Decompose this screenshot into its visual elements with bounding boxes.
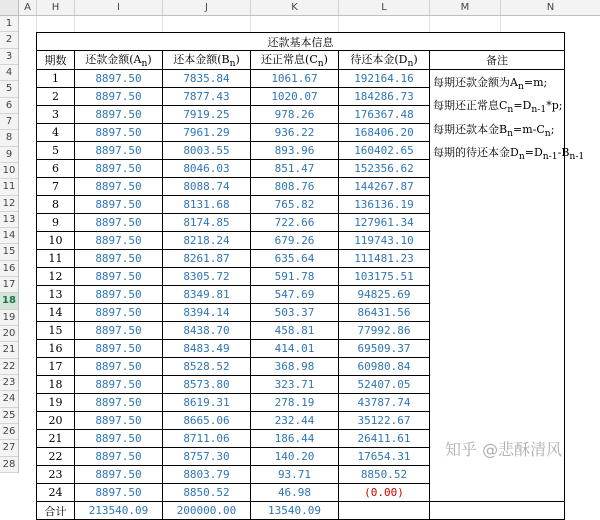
remaining-cell[interactable]: (0.00) — [339, 484, 430, 502]
remaining-cell[interactable]: 160402.65 — [339, 142, 430, 160]
interest-cell[interactable]: 278.19 — [251, 394, 339, 412]
principal-cell[interactable]: 8261.87 — [163, 250, 251, 268]
repay-cell[interactable]: 8897.50 — [75, 142, 163, 160]
row-header[interactable]: 19 — [0, 310, 18, 326]
note-line — [433, 143, 585, 166]
period-cell[interactable]: 20 — [37, 412, 75, 430]
period-cell[interactable]: 15 — [37, 322, 75, 340]
interest-cell[interactable]: 186.44 — [251, 430, 339, 448]
period-cell[interactable]: 5 — [37, 142, 75, 160]
column-header-a[interactable]: A — [19, 0, 37, 15]
principal-cell[interactable]: 8803.79 — [163, 466, 251, 484]
row-header[interactable]: 7 — [0, 114, 18, 130]
period-cell[interactable]: 7 — [37, 178, 75, 196]
column-header-bar — [0, 0, 600, 16]
period-cell[interactable]: 3 — [37, 106, 75, 124]
row-header[interactable]: 25 — [0, 408, 18, 424]
repay-cell[interactable]: 8897.50 — [75, 322, 163, 340]
column-header-i[interactable]: I — [75, 0, 163, 15]
repay-cell[interactable]: 8897.50 — [75, 214, 163, 232]
row-header[interactable]: 27 — [0, 440, 18, 456]
note-subscript: n — [507, 127, 513, 139]
principal-cell[interactable]: 8438.70 — [163, 322, 251, 340]
header-principal-amount[interactable]: 还本金额$(B_n)$ — [163, 51, 251, 70]
interest-cell[interactable]: 808.76 — [251, 178, 339, 196]
table-row — [37, 70, 565, 88]
interest-cell[interactable]: 93.71 — [251, 466, 339, 484]
note-text: 每期还款金额为A — [433, 76, 518, 90]
select-all-corner[interactable] — [0, 0, 19, 15]
header-period[interactable]: 期数 — [37, 51, 75, 70]
note-subscript: n-1 — [531, 104, 547, 116]
principal-cell[interactable]: 8757.30 — [163, 448, 251, 466]
interest-cell[interactable]: 635.64 — [251, 250, 339, 268]
principal-cell[interactable]: 8131.68 — [163, 196, 251, 214]
principal-cell[interactable]: 8088.74 — [163, 178, 251, 196]
interest-cell[interactable]: 46.98 — [251, 484, 339, 502]
column-header-j[interactable]: J — [163, 0, 251, 15]
period-cell[interactable]: 2 — [37, 88, 75, 106]
note-line — [433, 96, 561, 119]
row-header[interactable]: 10 — [0, 163, 18, 179]
interest-cell[interactable]: 893.96 — [251, 142, 339, 160]
row-header-bar — [0, 16, 19, 473]
row-header[interactable]: 26 — [0, 424, 18, 440]
principal-cell[interactable]: 8003.55 — [163, 142, 251, 160]
note-subscript: n — [518, 150, 525, 162]
note-text: =D — [524, 145, 543, 159]
total-notes-cell[interactable] — [430, 502, 565, 520]
remaining-cell[interactable]: 184286.73 — [339, 88, 430, 106]
remaining-cell[interactable]: 43787.74 — [339, 394, 430, 412]
interest-cell[interactable]: 936.22 — [251, 124, 339, 142]
repay-cell[interactable]: 8897.50 — [75, 250, 163, 268]
repay-cell[interactable]: 8897.50 — [75, 88, 163, 106]
repay-cell[interactable]: 8897.50 — [75, 268, 163, 286]
interest-cell[interactable]: 722.66 — [251, 214, 339, 232]
total-principal[interactable]: 200000.00 — [163, 502, 251, 520]
interest-cell[interactable]: 232.44 — [251, 412, 339, 430]
remaining-cell[interactable]: 86431.56 — [339, 304, 430, 322]
remaining-cell[interactable]: 192164.16 — [339, 70, 430, 88]
principal-cell[interactable]: 7919.25 — [163, 106, 251, 124]
period-cell[interactable]: 21 — [37, 430, 75, 448]
remaining-cell[interactable]: 8850.52 — [339, 466, 430, 484]
period-cell[interactable]: 17 — [37, 358, 75, 376]
column-header-h[interactable]: H — [37, 0, 75, 15]
remaining-cell[interactable]: 176367.48 — [339, 106, 430, 124]
period-cell[interactable]: 19 — [37, 394, 75, 412]
remaining-cell[interactable]: 60980.84 — [339, 358, 430, 376]
remaining-cell[interactable]: 94825.69 — [339, 286, 430, 304]
interest-cell[interactable]: 1061.67 — [251, 70, 339, 88]
total-interest[interactable]: 13540.09 — [251, 502, 339, 520]
remaining-cell[interactable]: 119743.10 — [339, 232, 430, 250]
note-text: 每期的待还本金D — [433, 145, 519, 159]
principal-cell[interactable]: 7835.84 — [163, 70, 251, 88]
row-header[interactable]: 23 — [0, 375, 18, 391]
header-interest[interactable]: 还正常息$(C_n)$ — [251, 51, 339, 70]
repay-cell[interactable]: 8897.50 — [75, 70, 163, 88]
remaining-cell[interactable]: 77992.86 — [339, 322, 430, 340]
period-cell[interactable]: 14 — [37, 304, 75, 322]
period-cell[interactable]: 16 — [37, 340, 75, 358]
period-cell[interactable]: 22 — [37, 448, 75, 466]
repay-cell[interactable]: 8897.50 — [75, 412, 163, 430]
note-line — [433, 73, 561, 96]
period-cell[interactable]: 12 — [37, 268, 75, 286]
remaining-cell[interactable]: 111481.23 — [339, 250, 430, 268]
row-header[interactable]: 15 — [0, 244, 18, 260]
interest-cell[interactable]: 503.37 — [251, 304, 339, 322]
row-header[interactable]: 4 — [0, 65, 18, 81]
remaining-cell[interactable]: 152356.62 — [339, 160, 430, 178]
note-text: -B — [557, 145, 570, 159]
note-text: 每期还款本金B — [433, 122, 508, 136]
principal-cell[interactable]: 8349.81 — [163, 286, 251, 304]
repay-cell[interactable]: 8897.50 — [75, 196, 163, 214]
repay-cell[interactable]: 8897.50 — [75, 358, 163, 376]
remaining-cell[interactable]: 26411.61 — [339, 430, 430, 448]
interest-cell[interactable]: 1020.07 — [251, 88, 339, 106]
interest-cell[interactable]: 368.98 — [251, 358, 339, 376]
remaining-cell[interactable]: 52407.05 — [339, 376, 430, 394]
remaining-cell[interactable]: 168406.20 — [339, 124, 430, 142]
row-header[interactable]: 12 — [0, 196, 18, 212]
repay-cell[interactable]: 8897.50 — [75, 340, 163, 358]
row-header[interactable]: 28 — [0, 457, 18, 473]
row-header[interactable]: 18 — [0, 293, 18, 309]
principal-cell[interactable]: 8394.14 — [163, 304, 251, 322]
column-header-m[interactable]: M — [430, 0, 501, 15]
principal-cell[interactable]: 8573.80 — [163, 376, 251, 394]
repay-cell[interactable]: 8897.50 — [75, 124, 163, 142]
period-cell[interactable]: 9 — [37, 214, 75, 232]
row-header[interactable]: 8 — [0, 130, 18, 146]
row-header[interactable]: 1 — [0, 16, 18, 32]
row-header[interactable]: 20 — [0, 326, 18, 342]
principal-cell[interactable]: 7961.29 — [163, 124, 251, 142]
note-subscript: n-1 — [569, 150, 585, 162]
interest-cell[interactable]: 140.20 — [251, 448, 339, 466]
note-text: 每期还正常息C — [433, 99, 508, 113]
row-header[interactable]: 9 — [0, 147, 18, 163]
header-repay-amount[interactable]: 还款金额$(A_n)$ — [75, 51, 163, 70]
principal-cell[interactable]: 8528.52 — [163, 358, 251, 376]
principal-cell[interactable]: 8619.31 — [163, 394, 251, 412]
row-header[interactable]: 21 — [0, 342, 18, 358]
table-title[interactable]: 还款基本信息 — [37, 33, 565, 51]
remaining-cell[interactable]: 103175.51 — [339, 268, 430, 286]
remaining-cell[interactable]: 136136.19 — [339, 196, 430, 214]
remaining-cell[interactable]: 69509.37 — [339, 340, 430, 358]
note-text: ; — [550, 122, 555, 136]
period-cell[interactable]: 24 — [37, 484, 75, 502]
repay-cell[interactable]: 8897.50 — [75, 376, 163, 394]
header-notes[interactable]: 备注 — [430, 51, 565, 70]
note-text: *p; — [546, 99, 563, 113]
row-header[interactable]: 5 — [0, 81, 18, 97]
period-cell[interactable]: 23 — [37, 466, 75, 484]
column-header-n[interactable]: N — [546, 2, 555, 13]
row-header[interactable]: 2 — [0, 32, 18, 48]
interest-cell[interactable]: 458.81 — [251, 322, 339, 340]
interest-cell[interactable]: 591.78 — [251, 268, 339, 286]
header-remaining-principal[interactable]: 待还本金$(D_n)$ — [339, 51, 430, 70]
repay-cell[interactable]: 8897.50 — [75, 430, 163, 448]
interest-cell[interactable]: 323.71 — [251, 376, 339, 394]
principal-cell[interactable]: 7877.43 — [163, 88, 251, 106]
repay-cell[interactable]: 8897.50 — [75, 484, 163, 502]
column-header-l[interactable]: L — [339, 0, 430, 15]
interest-cell[interactable]: 765.82 — [251, 196, 339, 214]
repay-cell[interactable]: 8897.50 — [75, 304, 163, 322]
principal-cell[interactable]: 8711.06 — [163, 430, 251, 448]
repay-cell[interactable]: 8897.50 — [75, 448, 163, 466]
period-cell[interactable]: 10 — [37, 232, 75, 250]
note-text: =m-C — [513, 122, 545, 136]
principal-cell[interactable]: 8850.52 — [163, 484, 251, 502]
remaining-cell[interactable]: 144267.87 — [339, 178, 430, 196]
row-header[interactable]: 22 — [0, 359, 18, 375]
row-header[interactable]: 13 — [0, 212, 18, 228]
period-cell[interactable]: 4 — [37, 124, 75, 142]
repay-cell[interactable]: 8897.50 — [75, 106, 163, 124]
repay-cell[interactable]: 8897.50 — [75, 160, 163, 178]
period-cell[interactable]: 11 — [37, 250, 75, 268]
repay-cell[interactable]: 8897.50 — [75, 178, 163, 196]
interest-cell[interactable]: 547.69 — [251, 286, 339, 304]
period-cell[interactable]: 1 — [37, 70, 75, 88]
row-header[interactable]: 11 — [0, 179, 18, 195]
row-header[interactable]: 16 — [0, 261, 18, 277]
period-cell[interactable]: 18 — [37, 376, 75, 394]
row-header[interactable]: 3 — [0, 49, 18, 65]
row-header[interactable]: 24 — [0, 391, 18, 407]
remaining-cell[interactable]: 17654.31 — [339, 448, 430, 466]
repay-cell[interactable]: 8897.50 — [75, 394, 163, 412]
repay-cell[interactable]: 8897.50 — [75, 286, 163, 304]
principal-cell[interactable]: 8046.03 — [163, 160, 251, 178]
principal-cell[interactable]: 8218.24 — [163, 232, 251, 250]
period-cell[interactable]: 6 — [37, 160, 75, 178]
repay-cell[interactable]: 8897.50 — [75, 232, 163, 250]
row-header[interactable]: 14 — [0, 228, 18, 244]
principal-cell[interactable]: 8483.49 — [163, 340, 251, 358]
remaining-cell[interactable]: 35122.67 — [339, 412, 430, 430]
note-subscript: n-1 — [542, 150, 558, 162]
row-header[interactable]: 17 — [0, 277, 18, 293]
principal-cell[interactable]: 8174.85 — [163, 214, 251, 232]
total-label[interactable]: 合计 — [37, 502, 75, 520]
period-cell[interactable]: 8 — [37, 196, 75, 214]
interest-cell[interactable]: 414.01 — [251, 340, 339, 358]
note-subscript: n — [517, 81, 524, 93]
note-text: =m; — [523, 76, 548, 90]
total-remaining[interactable] — [339, 502, 430, 520]
note-text: =D — [513, 99, 532, 113]
note-subscript: n — [507, 104, 514, 116]
interest-cell[interactable]: 978.26 — [251, 106, 339, 124]
principal-cell[interactable]: 8665.06 — [163, 412, 251, 430]
watermark: 知乎 @悲酥清风 — [445, 440, 563, 459]
column-header-k[interactable]: K — [251, 0, 339, 15]
principal-cell[interactable]: 8305.72 — [163, 268, 251, 286]
row-header[interactable]: 6 — [0, 98, 18, 114]
interest-cell[interactable]: 679.26 — [251, 232, 339, 250]
note-subscript: n — [544, 127, 551, 139]
period-cell[interactable]: 13 — [37, 286, 75, 304]
total-repay[interactable]: 213540.09 — [75, 502, 163, 520]
interest-cell[interactable]: 851.47 — [251, 160, 339, 178]
repay-cell[interactable]: 8897.50 — [75, 466, 163, 484]
note-line — [433, 120, 561, 143]
remaining-cell[interactable]: 127961.34 — [339, 214, 430, 232]
